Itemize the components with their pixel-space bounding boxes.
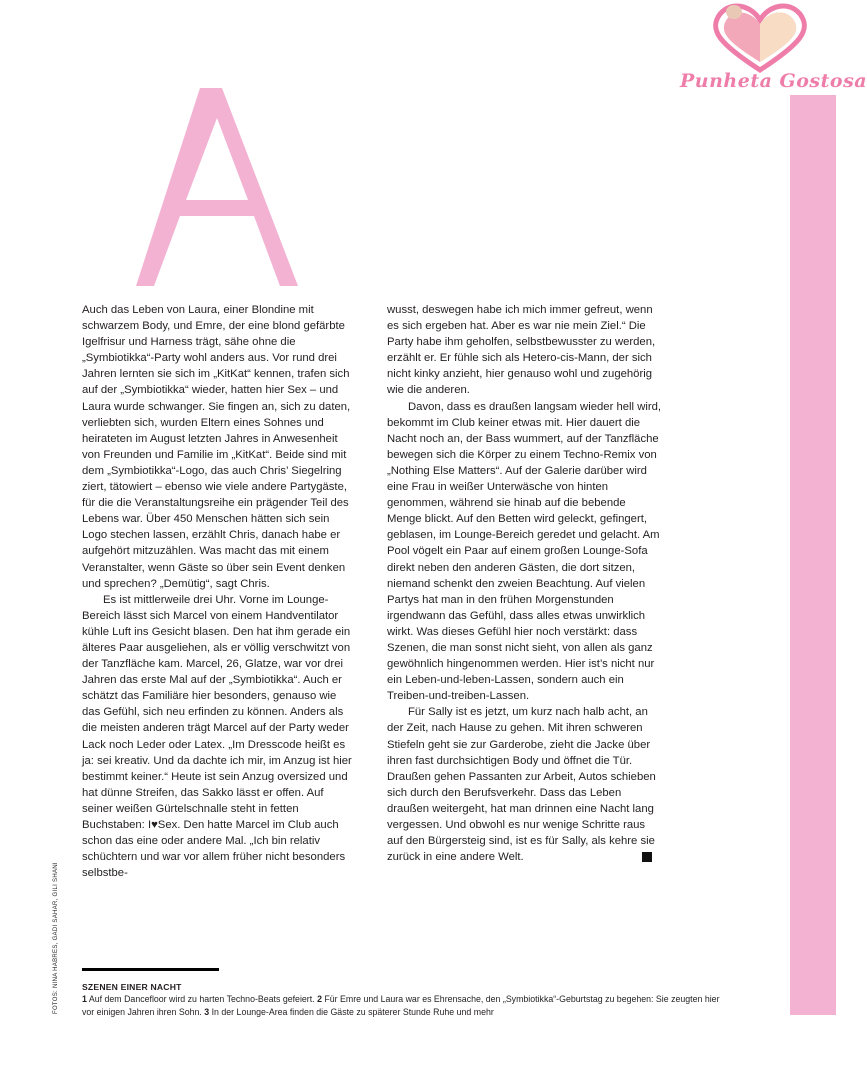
article-paragraph: Davon, dass es draußen langsam wieder hell wird, bekommt im Club keiner etwas mit. Hier dauert die Nacht noch an, der Bass wummert, auf der Tanzfläche bewegen sich die Körper zu einem Techno-Remix von „Nothing Else Matters“. Auf der Galerie darüber wird eine Frau in weißer Unterwäsche von hinten genommen, während sie hinab auf die bebende Menge blickt. Auf den Betten wird geleckt, gefingert, geblasen, im Lounge-Bereich geredet und gelacht. Am Pool vögelt ein Paar auf einem großen Lounge-Sofa direkt neben den anderen Gästen, die dort sitzen, niemand schenkt den zweien Beachtung. Auf vielen Partys hat man in den frühen Morgenstunden irgendwann das Gefühl, dass alles etwas unwirklich wirkt. Was dieses Gefühl hier noch verstärkt: dass Szenen, die man sonst nicht sieht, von allen als ganz gewöhnlich hingenommen werden. Hier ist’s nicht nur ein Leben-und-leben-Lassen, sondern auch ein Treiben-und-treiben-Lassen. <box>387 400 662 703</box>
article-paragraph: Auch das Leben von Laura, einer Blondine mit schwarzem Body, und Emre, der eine blond gefärbte Igelfrisur und Harness trägt, sähe ohne die „Symbiotikka“-Party wohl anders aus. Vor rund drei Jahren lernten sie sich im „KitKat“ kennen, trafen sich auf der „Symbiotikka“ wieder, hatten hier Sex – und Laura wurde schwanger. Sie fingen an, sich zu daten, verliebten sich, wurden Eltern eines Sohnes und heirateten im August letzten Jahres in Anwesenheit von Freunden und Familie im „KitKat“. Beide sind mit dem „Symbiotikka“-Logo, das auch Chris’ Siegelring ziert, tätowiert – ebenso wie viele andere Partygäste, für die die Veranstaltungsreihe ein prägender Teil des Lebens war. Über 450 Menschen hätten sich sein Logo stechen lassen, erzählt Chris, danach habe er aufgehört mitzuzählen. Was macht das mit einem Veranstalter, wenn Gäste so über sein Event denken und sprechen? „Demütig“, sagt Chris. <box>82 304 351 590</box>
bunny-icon: ● <box>642 852 652 862</box>
caption-number: 2 <box>317 994 322 1005</box>
caption-number: 3 <box>204 1006 210 1017</box>
article-column-left <box>82 302 357 881</box>
caption-divider <box>82 968 219 971</box>
pink-sidebar-strip <box>790 95 836 1015</box>
heart-logo-icon <box>700 2 820 74</box>
caption-heading: SZENEN EINER NACHT <box>82 982 182 992</box>
drop-cap-shape <box>136 88 298 286</box>
caption-number: 1 <box>82 994 87 1005</box>
caption-text: Für Emre und Laura war es Ehrensache, den „Symbiotikka“-Geburtstag zu begehen: Sie zeugten hier vor einigen Jahren ihren Sohn. <box>82 994 720 1017</box>
blob-icon <box>726 5 742 19</box>
watermark-logo <box>680 0 867 100</box>
photo-credit: FOTOS: NINA HABRES, GADI SAHAR, GILI SHANI <box>53 862 59 1014</box>
photo-caption <box>82 981 722 1018</box>
article-column-right <box>387 302 667 865</box>
caption-body <box>82 993 722 1018</box>
caption-text: In der Lounge-Area finden die Gäste zu späterer Stunde Ruhe und mehr <box>209 1006 494 1017</box>
watermark-text: Punheta Gostosa <box>680 70 867 92</box>
article-paragraph: Es ist mittlerweile drei Uhr. Vorne im Lounge-Bereich lässt sich Marcel von einem Handventilator kühle Luft ins Gesicht blasen. Den hat ihm gerade ein älteres Paar ausgeliehen, als er völlig verschwitzt von der Tanzfläche kam. Marcel, 26, Glatze, war vor drei Jahren das erste Mal auf der „Symbiotikka“. Auch er schätzt das Familiäre hier besonders, genauso wie das Gefühl, sich neu erfinden zu können. Anders als die meisten anderen trägt Marcel auf der Party weder Lack noch Leder oder Latex. „Im Dresscode heißt es ja: sei kreativ. Und da dachte ich mir, im Anzug ist hier bestimmt keiner.“ Heute ist sein Anzug oversized und hat dünne Streifen, das Sakko lässt er offen. Auf seiner weißen Gürtelschnalle steht in fetten Buchstaben: I♥Sex. Den hatte Marcel im Club auch schon das eine oder andere Mal. „Ich bin relativ schüchtern und war vor allem früher nicht besonders selbstbe- <box>82 593 352 880</box>
drop-cap-letter <box>128 80 308 290</box>
article-paragraph: wusst, deswegen habe ich mich immer gefreut, wenn es sich ergeben hat. Aber es war nie mein Ziel.“ Die Party habe ihm geholfen, selbstbewusster zu werden, erzählt er. Er fühle sich als Hetero-cis-Mann, der sich nicht kinky anzieht, hier genauso wohl und zugehörig wie die anderen. <box>387 304 656 397</box>
article-paragraph-text: Für Sally ist es jetzt, um kurz nach halb acht, an der Zeit, nach Hause zu gehen. Mit ihren schweren Stiefeln geht sie zur Garderobe, zieht die Jacke über ihren fast durchsichtigen Body und öffnet die Tür. Draußen gehen Passanten zur Arbeit, Autos schieben sich durch den Berufsverkehr. Dass das Leben draußen weitergeht, hat man drinnen eine Nacht lang vergessen. Und obwohl es nur wenige Schritte raus auf den Bürgersteig sind, ist es für Sally, als kehre sie zurück in eine andere Welt. <box>387 706 656 864</box>
article-paragraph-last <box>387 704 667 865</box>
caption-text: Auf dem Dancefloor wird zu harten Techno-Beats gefeiert. <box>86 994 318 1005</box>
